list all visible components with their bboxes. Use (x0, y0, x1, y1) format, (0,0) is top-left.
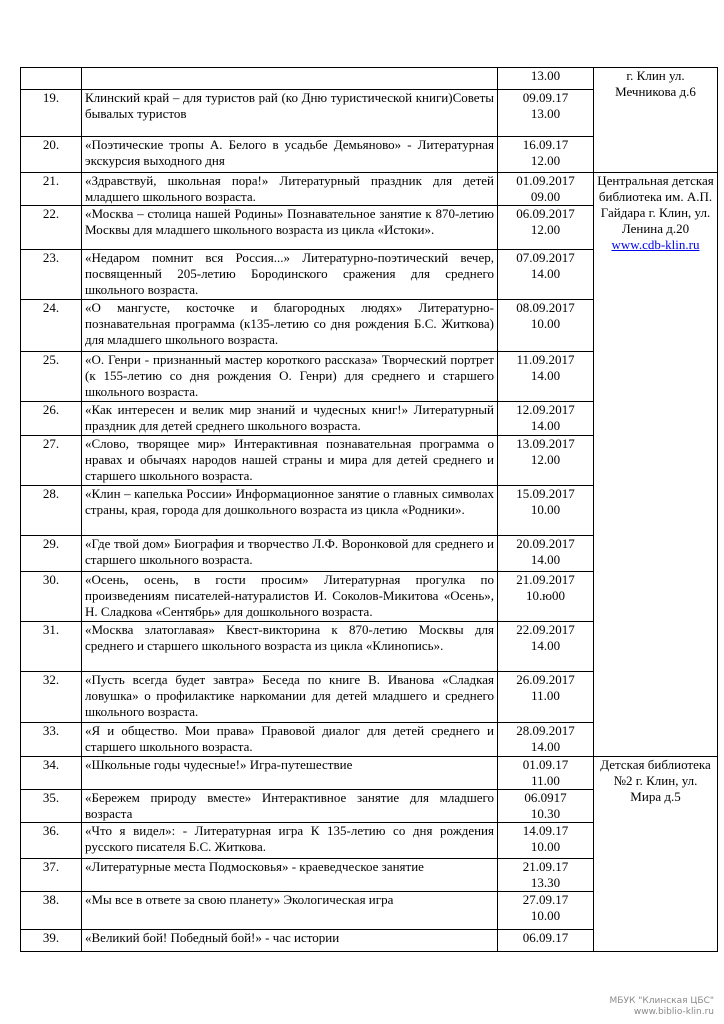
event-time: 14.00 (530, 266, 561, 281)
event-description: «Великий бой! Победный бой!» - час истории (82, 930, 498, 952)
event-datetime (498, 823, 594, 859)
event-description: «Мы все в ответе за свою планету» Экологическая игра (82, 892, 498, 930)
event-description: «Слово, творящее мир» Интерактивная познавательная программа о нравах и обычаях народов нашей страны и мира для детей среднего и старшего школьного возраста. (82, 436, 498, 486)
row-number: 30. (21, 572, 82, 622)
event-datetime (498, 250, 594, 300)
row-number: 38. (21, 892, 82, 930)
event-datetime (498, 723, 594, 757)
event-time: 11.00 (531, 773, 560, 788)
row-number: 24. (21, 300, 82, 352)
event-datetime (498, 206, 594, 250)
event-datetime (498, 536, 594, 572)
event-time: 11.00 (531, 688, 560, 703)
table-row (21, 173, 718, 206)
event-date: 14.09.17 (522, 823, 569, 838)
event-datetime (498, 137, 594, 173)
event-description: «О. Генри - признанный мастер короткого рассказа» Творческий портрет (к 155-летию со дня рождения О. Генри) для среднего и старшего школьного возраста. (82, 352, 498, 402)
event-description: «Литературные места Подмосковья» - краеведческое занятие (82, 859, 498, 892)
event-datetime (498, 892, 594, 930)
event-time: 10.00 (530, 502, 561, 517)
event-description: «О мангусте, косточке и благородных людях» Литературно-познавательная программа (к135-летию со дня рождения Б.С. Житкова) для младшего школьного возраста. (82, 300, 498, 352)
org-klin-mechnikova: г. Клин ул. Мечникова д.6 (615, 68, 696, 99)
row-number: 25. (21, 352, 82, 402)
event-datetime (498, 402, 594, 436)
row-number: 34. (21, 757, 82, 790)
event-date: 28.09.2017 (516, 723, 575, 738)
event-datetime (498, 486, 594, 536)
table-row (21, 757, 718, 790)
event-date: 08.09.2017 (516, 300, 575, 315)
event-description: «Поэтические тропы А. Белого в усадьбе Демьяново» - Литературная экскурсия выходного дня (82, 137, 498, 173)
event-time: 10.00 (530, 839, 561, 854)
event-date: 01.09.2017 (516, 173, 575, 188)
row-number: 35. (21, 790, 82, 823)
row-number: 28. (21, 486, 82, 536)
event-time: 14.00 (530, 368, 561, 383)
event-datetime (498, 622, 594, 672)
row-number: 37. (21, 859, 82, 892)
event-date: 11.09.2017 (516, 352, 575, 367)
organization-cell (594, 173, 718, 757)
website-link[interactable]: www.cdb-klin.ru (611, 237, 700, 252)
event-time: 14.00 (530, 418, 561, 433)
row-number: 36. (21, 823, 82, 859)
event-time: 14.00 (530, 638, 561, 653)
event-time: 13.00 (530, 106, 561, 121)
event-datetime (498, 173, 594, 206)
event-date: 06.09.17 (522, 930, 569, 945)
event-time: 09.00 (530, 189, 561, 204)
event-datetime (498, 672, 594, 723)
event-time: 14.00 (530, 739, 561, 754)
event-time: 10.00 (530, 316, 561, 331)
event-date: 07.09.2017 (516, 250, 575, 265)
event-datetime (498, 90, 594, 137)
row-number: 33. (21, 723, 82, 757)
row-number: 32. (21, 672, 82, 723)
row-number: 19. (21, 90, 82, 137)
event-time: 10.30 (530, 806, 561, 821)
event-description: «Москва златоглавая» Квест-викторина к 870-летию Москвы для среднего и старшего школьного возраста из цикла «Клинопись». (82, 622, 498, 672)
event-time: 13.30 (530, 875, 561, 890)
event-datetime (498, 790, 594, 823)
event-description: «Здравствуй, школьная пора!» Литературный праздник для детей младшего школьного возраста. (82, 173, 498, 206)
organization-cell (594, 68, 718, 173)
row-number: 22. (21, 206, 82, 250)
event-time: 13.00 (498, 68, 594, 90)
event-date: 13.09.2017 (516, 436, 575, 451)
event-description: «Что я видел»: - Литературная игра К 135-летию со дня рождения русского писателя Б.С. Житкова. (82, 823, 498, 859)
event-date: 26.09.2017 (516, 672, 575, 687)
row-number: 39. (21, 930, 82, 952)
events-table (20, 67, 718, 952)
event-date: 06.09.2017 (516, 206, 575, 221)
event-date: 27.09.17 (522, 892, 569, 907)
event-datetime (498, 436, 594, 486)
event-date: 06.0917 (524, 790, 567, 805)
event-time: 14.00 (530, 552, 561, 567)
event-date: 01.09.17 (522, 757, 569, 772)
event-time: 10.ю00 (526, 588, 565, 603)
row-number: 20. (21, 137, 82, 173)
event-time: 10.00 (530, 908, 561, 923)
event-date: 15.09.2017 (516, 486, 575, 501)
org-central-library: Центральная детская библиотека им. А.П. Гайдара г. Клин, ул. Ленина д.20 (597, 173, 714, 236)
event-date: 21.09.2017 (516, 572, 575, 587)
event-time: 12.00 (530, 452, 561, 467)
event-datetime (498, 859, 594, 892)
events-table-page (20, 67, 717, 952)
event-datetime (498, 352, 594, 402)
event-datetime (498, 757, 594, 790)
org-children-library-2: Детская библиотека №2 г. Клин, ул. Мира д.5 (600, 757, 711, 804)
event-date: 12.09.2017 (516, 402, 575, 417)
event-date: 09.09.17 (522, 90, 569, 105)
watermark (610, 996, 714, 1018)
event-description: Клинский край – для туристов рай (ко Дню туристической книги)Советы бывалых туристов (82, 90, 498, 137)
row-number: 31. (21, 622, 82, 672)
organization-cell (594, 757, 718, 952)
event-description: «Бережем природу вместе» Интерактивное занятие для младшего возраста (82, 790, 498, 823)
event-description: «Школьные годы чудесные!» Игра-путешествие (82, 757, 498, 790)
event-date: 22.09.2017 (516, 622, 575, 637)
event-description: «Где твой дом» Биография и творчество Л.Ф. Воронковой для среднего и старшего школьного возраста. (82, 536, 498, 572)
watermark-url: www.biblio-klin.ru (633, 1007, 714, 1017)
event-description: «Как интересен и велик мир знаний и чудесных книг!» Литературный праздник для детей среднего школьного возраста. (82, 402, 498, 436)
event-date: 21.09.17 (522, 859, 569, 874)
table-row-continued (21, 68, 718, 90)
event-datetime (498, 930, 594, 952)
event-description: «Недаром помнит вся Россия...» Литературно-поэтический вечер, посвященный 205-летию Бородинского сражения для среднего школьного возраста. (82, 250, 498, 300)
row-number: 26. (21, 402, 82, 436)
event-description: «Пусть всегда будет завтра» Беседа по книге В. Иванова «Сладкая ловушка» о профилактике наркомании для детей младшего и среднего школьного возраста. (82, 672, 498, 723)
event-description: «Москва – столица нашей Родины» Познавательное занятие к 870-летию Москвы для младшего школьного возраста из цикла «Истоки». (82, 206, 498, 250)
row-number: 27. (21, 436, 82, 486)
event-description: «Осень, осень, в гости просим» Литературная прогулка по произведениям писателей-натуралистов И. Соколов-Микитова «Осень», Н. Сладкова «Сентябрь» для дошкольного возраста. (82, 572, 498, 622)
event-datetime (498, 300, 594, 352)
event-time: 12.00 (530, 222, 561, 237)
event-date: 20.09.2017 (516, 536, 575, 551)
watermark-org: МБУК "Клинская ЦБС" (609, 996, 714, 1006)
event-date: 16.09.17 (522, 137, 569, 152)
event-description: «Я и общество. Мои права» Правовой диалог для детей среднего и старшего школьного возраста. (82, 723, 498, 757)
event-time: 12.00 (530, 153, 561, 168)
event-datetime (498, 572, 594, 622)
row-number: 23. (21, 250, 82, 300)
row-number: 29. (21, 536, 82, 572)
row-number: 21. (21, 173, 82, 206)
event-description: «Клин – капелька России» Информационное занятие о главных символах страны, края, города для дошкольного возраста из цикла «Родники». (82, 486, 498, 536)
